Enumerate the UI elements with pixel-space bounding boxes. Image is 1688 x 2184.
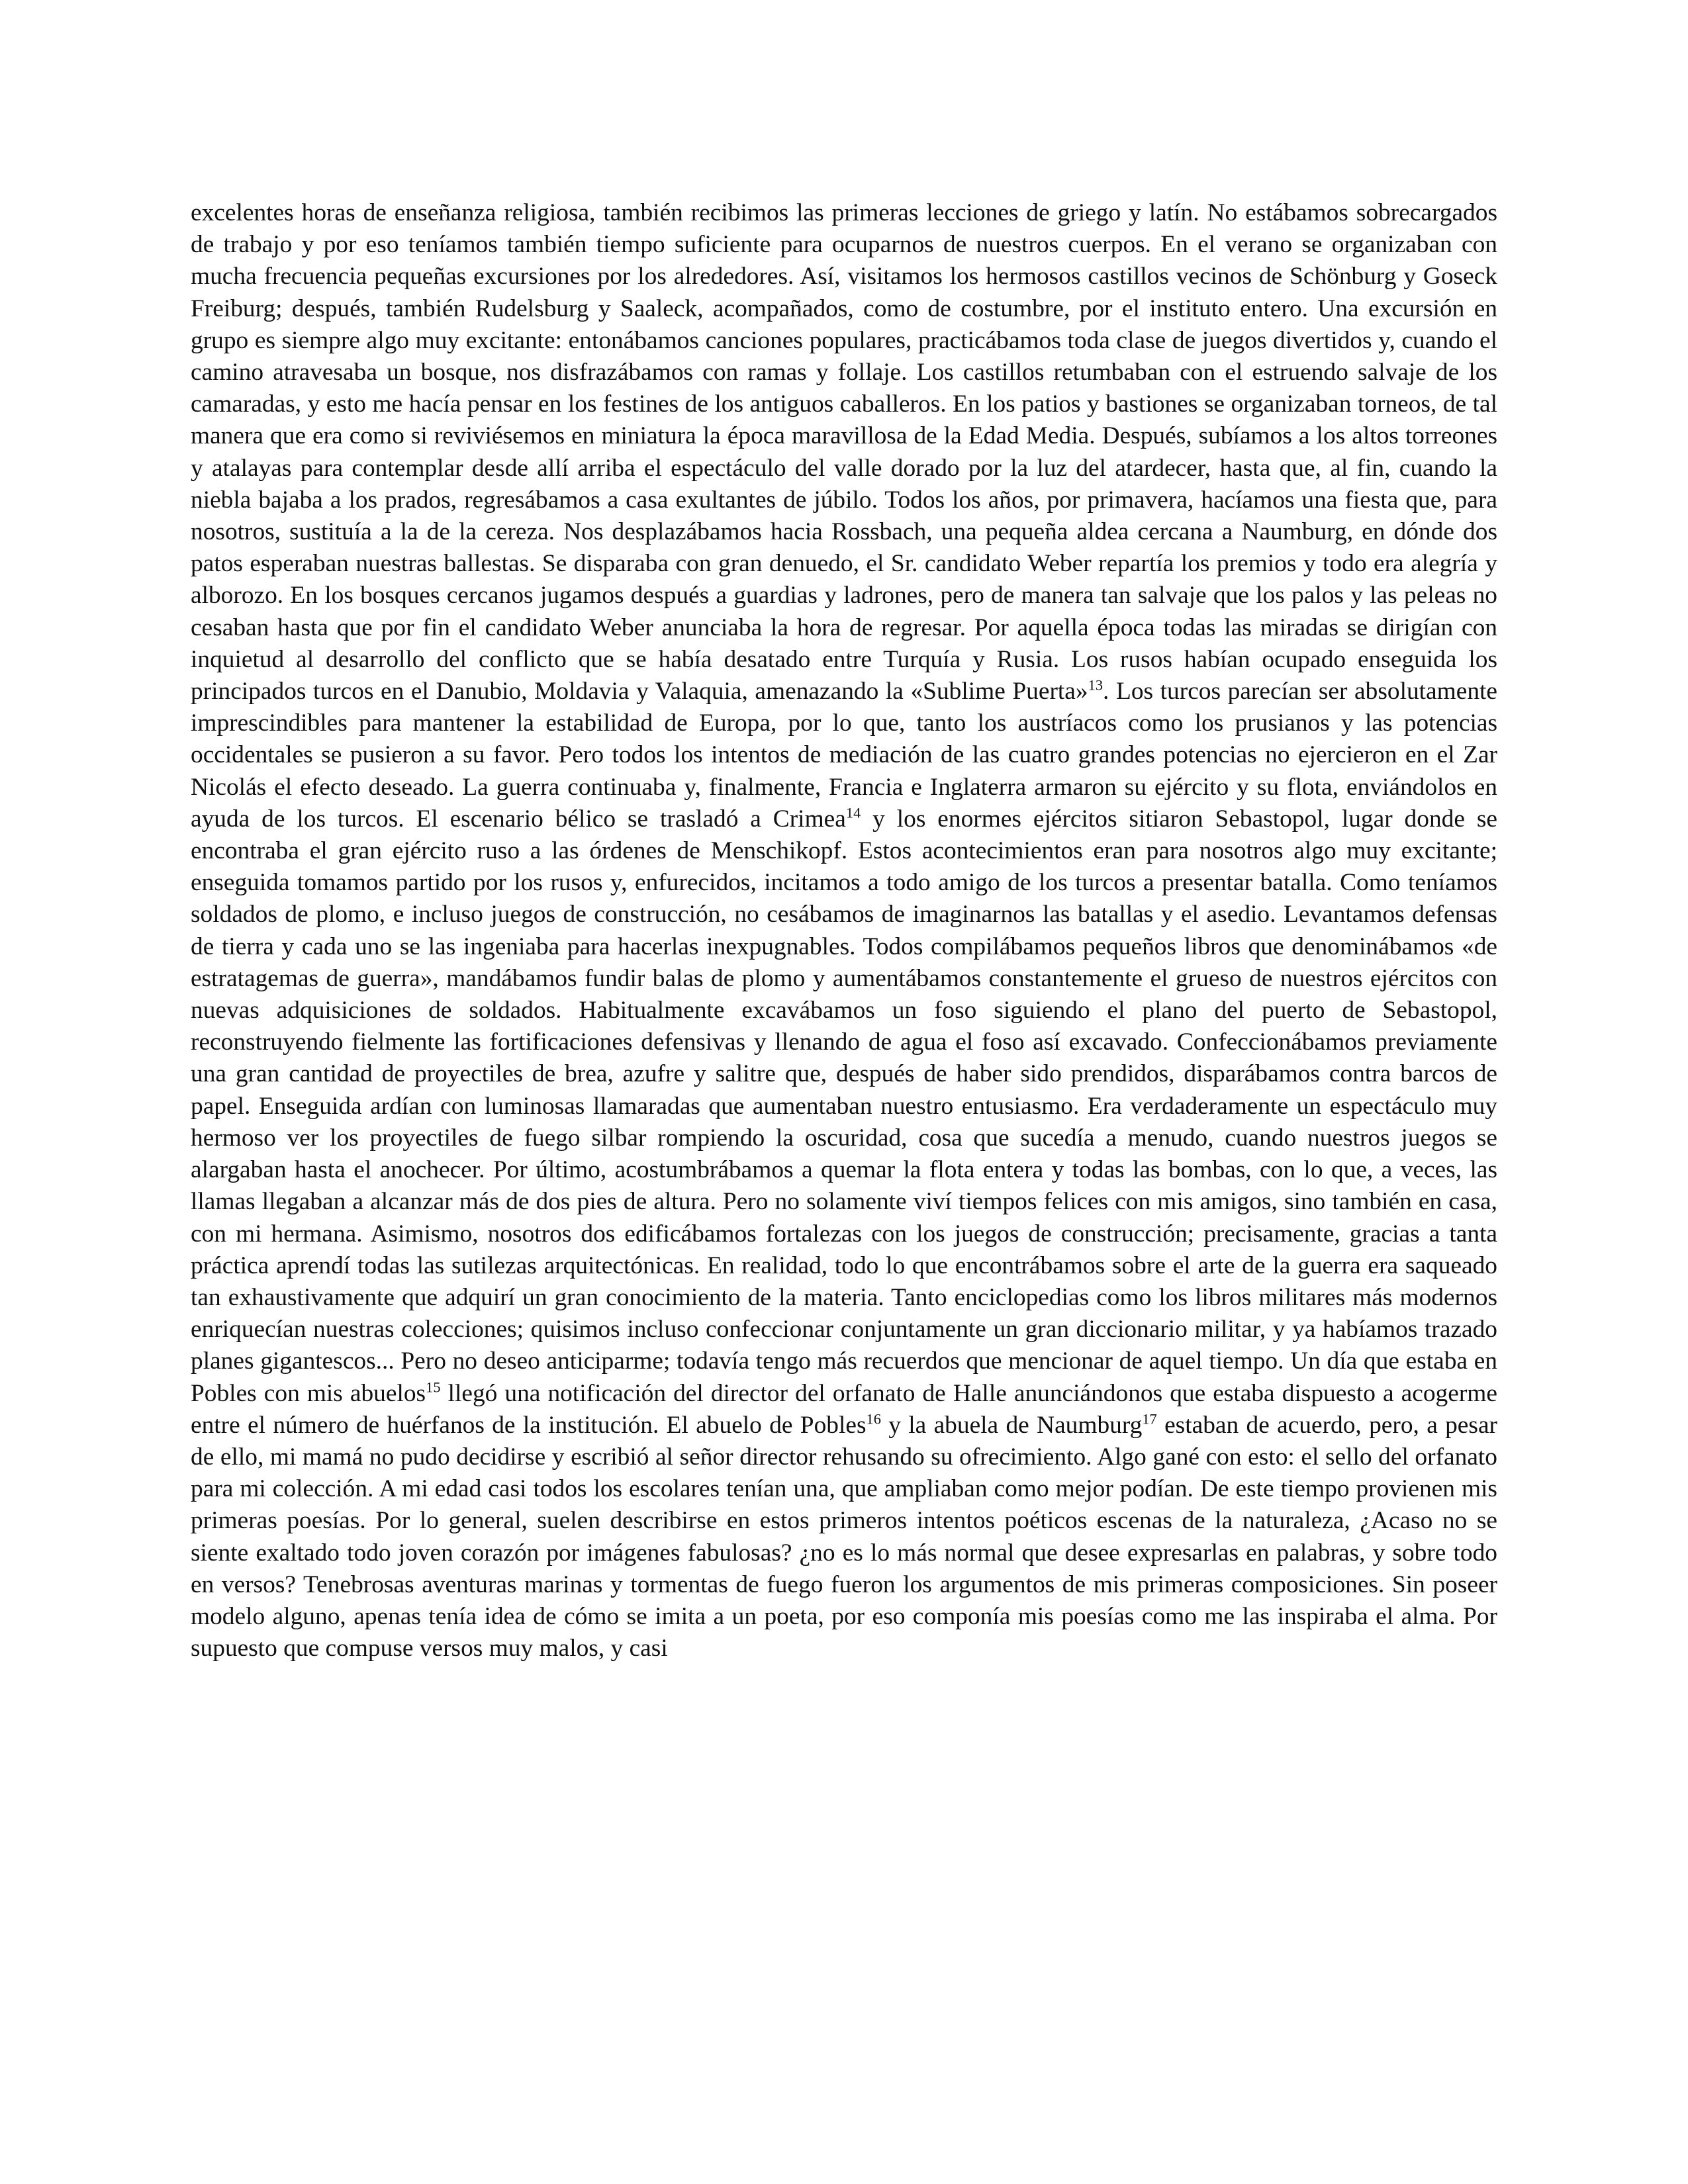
segment-text: y los enormes ejércitos sitiaron Sebastopol, lugar donde se encontraba el gran ejército ruso a las órdenes de Menschikopf. Estos acontecimientos eran para nosotros algo muy excitante; enseguida tomamos partido por los rusos y, enfurecidos, incitamos a todo amigo de los turcos a presentar batalla. Como teníamos soldados de plomo, e incluso juegos de construcción, no cesábamos de imaginarnos las batallas y el asedio. Levantamos defensas de tierra y cada uno se las ingeniaba para hacerlas inexpugnables. Todos compilábamos pequeños libros que denominábamos «de estratagemas de guerra», mandábamos fundir balas de plomo y aumentábamos constantemente el grueso de nuestros ejércitos con nuevas adquisiciones de soldados. Habitualmente excavábamos un foso siguiendo el plano del puerto de Sebastopol, reconstruyendo fielmente las fortificaciones defensivas y llenando de agua el foso así excavado. Confeccionábamos previamente una gran cantidad de proyectiles de brea, azufre y salitre que, después de haber sido prendidos, disparábamos contra barcos de papel. Enseguida ardían con luminosas llamaradas que aumentaban nuestro entusiasmo. Era verdaderamente un espectáculo muy hermoso ver los proyectiles de fuego silbar rompiendo la oscuridad, cosa que sucedía a menudo, cuando nuestros juegos se alargaban hasta el anochecer. Por último, acostumbrábamos a quemar la flota entera y todas las bombas, con lo que, a veces, las llamas llegaban a alcanzar más de dos pies de altura. Pero no solamente viví tiempos felices con mis amigos, sino también en casa, con mi hermana. Asimismo, nosotros dos edificábamos fortalezas con los juegos de construcción; precisamente, gracias a tanta práctica aprendí todas las sutilezas arquitectónicas. En realidad, todo lo que encontrábamos sobre el arte de la guerra era saqueado tan exhaustivamente que adquirí un gran conocimiento de la materia. Tanto enciclopedias como los libros militares más modernos enriquecían nuestras colecciones; quisimos incluso confeccionar conjuntamente un gran diccionario militar, y ya habíamos trazado planes gigantescos... Pero no deseo anticiparme; todavía tengo más recuerdos que mencionar de aquel tiempo. Un día que estaba en Pobles con mis abuelos	[191, 805, 1497, 1407]
text-segment	[191, 199, 1497, 705]
segment-text: excelentes horas de enseñanza religiosa, también recibimos las primeras lecciones de griego y latín. No estábamos sobrecargados de trabajo y por eso teníamos también tiempo suficiente para ocuparnos de nuestros cuerpos. En el verano se organizaban con mucha frecuencia pequeñas excursiones por los alrededores. Así, visitamos los hermosos castillos vecinos de Schönburg y Goseck Freiburg; después, también Rudelsburg y Saaleck, acompañados, como de costumbre, por el instituto entero. Una excursión en grupo es siempre algo muy excitante: entonábamos canciones populares, practicábamos toda clase de juegos divertidos y, cuando el camino atravesaba un bosque, nos disfrazábamos con ramas y follaje. Los castillos retumbaban con el estruendo salvaje de los camaradas, y esto me hacía pensar en los festines de los antiguos caballeros. En los patios y bastiones se organizaban torneos, de tal manera que era como si reviviésemos en miniatura la época maravillosa de la Edad Media. Después, subíamos a los altos torreones y atalayas para contemplar desde allí arriba el espectáculo del valle dorado por la luz del atardecer, hasta que, al fin, cuando la niebla bajaba a los prados, regresábamos a casa exultantes de júbilo. Todos los años, por primavera, hacíamos una fiesta que, para nosotros, sustituía a la de la cereza. Nos desplazábamos hacia Rossbach, una pequeña aldea cercana a Naumburg, en dónde dos patos esperaban nuestras ballestas. Se disparaba con gran denuedo, el Sr. candidato Weber repartía los premios y todo era alegría y alborozo. En los bosques cercanos jugamos después a guardias y ladrones, pero de manera tan salvaje que los palos y las peleas no cesaban hasta que por fin el candidato Weber anunciaba la hora de regresar. Por aquella época todas las miradas se dirigían con inquietud al desarrollo del conflicto que se había desatado entre Turquía y Rusia. Los rusos habían ocupado enseguida los principados turcos en el Danubio, Moldavia y Valaquia, amenazando la «Sublime Puerta»	[191, 199, 1497, 705]
footnote-ref[interactable]: 17	[1142, 1410, 1157, 1428]
segment-text: llegó una notificación del director del orfanato de Halle anunciándonos que estaba dispuesto a acogerme entre el número de huérfanos de la institución. El abuelo de Pobles	[191, 1379, 1497, 1439]
body-text	[191, 197, 1497, 1664]
text-segment	[881, 1412, 1157, 1439]
footnote-ref[interactable]: 16	[866, 1410, 881, 1428]
footnote-ref[interactable]: 14	[845, 804, 861, 821]
text-segment	[191, 1412, 1497, 1662]
segment-text: estaban de acuerdo, pero, a pesar de ello, mi mamá no pudo decidirse y escribió al señor director rehusando su ofrecimiento. Algo gané con esto: el sello del orfanato para mi colección. A mi edad casi todos los escolares tenían una, que ampliaban como mejor podían. De este tiempo provienen mis primeras poesías. Por lo general, suelen describirse en estos primeros intentos poéticos escenas de la naturaleza, ¿Acaso no se siente exaltado todo joven corazón por imágenes fabulosas? ¿no es lo más normal que desee expresarlas en palabras, y sobre todo en versos? Tenebrosas aventuras marinas y tormentas de fuego fueron los argumentos de mis primeras composiciones. Sin poseer modelo alguno, apenas tenía idea de cómo se imita a un poeta, por eso componía mis poesías como me las inspiraba el alma. Por supuesto que compuse versos muy malos, y casi	[191, 1411, 1497, 1662]
segment-text: . Los turcos parecían ser absolutamente imprescindibles para mantener la estabilidad de Europa, por lo que, tanto los austríacos como los prusianos y las potencias occidentales se pusieron a su favor. Pero todos los intentos de mediación de las cuatro grandes potencias no ejercieron en el Zar Nicolás el efecto deseado. La guerra continuaba y, finalmente, Francia e Inglaterra armaron su ejército y su flota, enviándolos en ayuda de los turcos. El escenario bélico se trasladó a Crimea	[191, 678, 1497, 833]
segment-text: y la abuela de Naumburg	[880, 1411, 1143, 1439]
footnote-ref[interactable]: 13	[1088, 676, 1103, 694]
text-segment	[191, 805, 1497, 1407]
paragraph	[191, 197, 1497, 1664]
footnote-ref[interactable]: 15	[426, 1379, 441, 1396]
